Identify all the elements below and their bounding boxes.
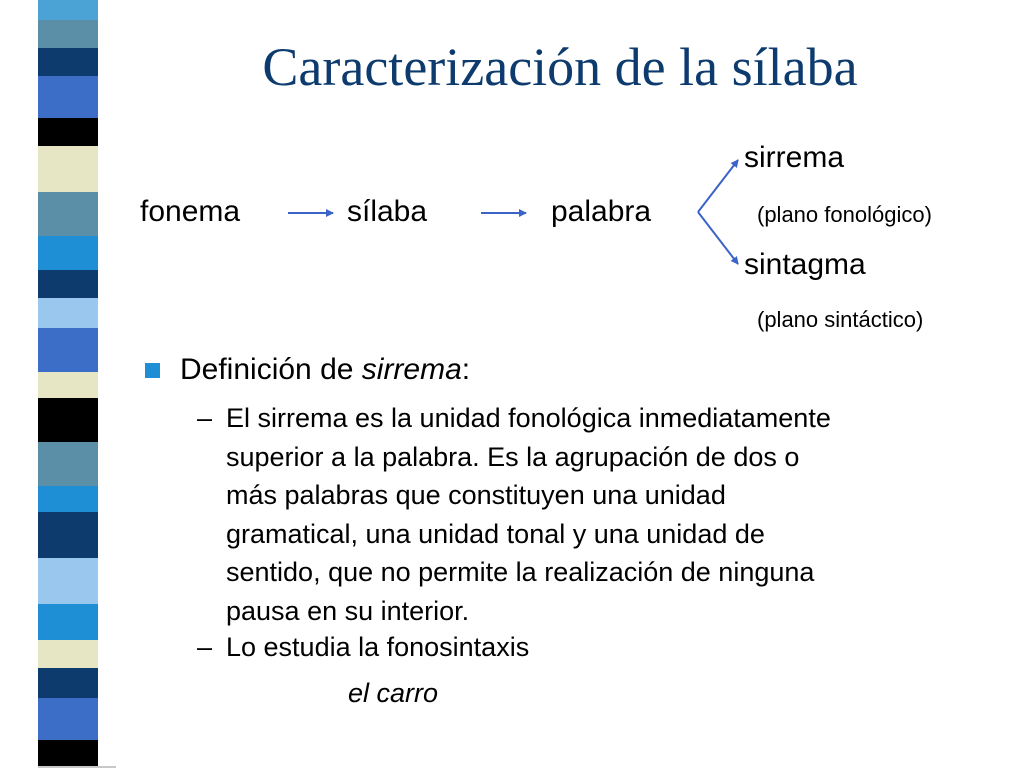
definition-line: superior a la palabra. Es la agrupación de dos o xyxy=(226,441,800,472)
fonema-word: fonema xyxy=(140,195,241,228)
fonosintaxis-note: Lo estudia la fonosintaxis xyxy=(226,632,530,662)
slide-title: Caracterización de la sílaba xyxy=(262,37,858,97)
decorative-stripe xyxy=(38,0,98,768)
definition-line: gramatical, una unidad tonal y una unidad de xyxy=(226,518,765,549)
definition-line: más palabras que constituyen una unidad xyxy=(226,480,726,510)
stripe-band xyxy=(38,0,98,20)
stripe-band xyxy=(38,236,98,270)
definition-line: pausa en su interior. xyxy=(226,595,470,626)
stripe-band xyxy=(38,76,98,118)
stripe-band xyxy=(38,512,98,558)
palabra-word: palabra xyxy=(551,195,652,228)
stripe-band xyxy=(38,328,98,372)
stripe-band xyxy=(38,146,98,192)
sirrema-term: sirrema xyxy=(744,141,845,174)
plano-sintactico-label: (plano sintáctico) xyxy=(757,307,924,332)
stripe-band xyxy=(38,398,98,442)
arrow-to-sintagma xyxy=(698,212,738,264)
stripe-band xyxy=(38,118,98,146)
stripe-band xyxy=(38,192,98,236)
definition-line: sentido, que no permite la realización de ninguna xyxy=(226,557,815,587)
stripe-band xyxy=(38,486,98,512)
stripe-band xyxy=(38,668,98,698)
sub-item-dash: – xyxy=(197,403,213,433)
silaba-word: sílaba xyxy=(347,195,428,228)
definition-label: Definición de xyxy=(180,353,362,386)
stripe-band xyxy=(38,442,98,486)
stripe-band xyxy=(38,298,98,328)
definition-heading xyxy=(180,353,470,387)
definition-line: El sirrema es la unidad fonológica inmediatamente xyxy=(226,403,831,433)
bullet-square-icon xyxy=(145,363,160,378)
stripe-band xyxy=(38,640,98,668)
stripe-band xyxy=(38,48,98,76)
stripe-band xyxy=(38,740,98,768)
plano-fonologico-label: (plano fonológico) xyxy=(757,202,932,227)
stripe-band xyxy=(38,558,98,604)
stripe-band xyxy=(38,372,98,398)
stripe-band xyxy=(38,20,98,48)
arrow-to-sirrema xyxy=(698,160,738,212)
definition-colon: : xyxy=(461,353,471,386)
example-el-carro: el carro xyxy=(348,678,439,708)
stripe-band xyxy=(38,698,98,740)
definition-term: sirrema xyxy=(361,353,462,386)
sub-item-dash: – xyxy=(197,632,213,662)
sintagma-term: sintagma xyxy=(744,248,866,281)
stripe-band xyxy=(38,270,98,298)
sirrema-definition xyxy=(226,399,1006,630)
stripe-band xyxy=(38,604,98,640)
